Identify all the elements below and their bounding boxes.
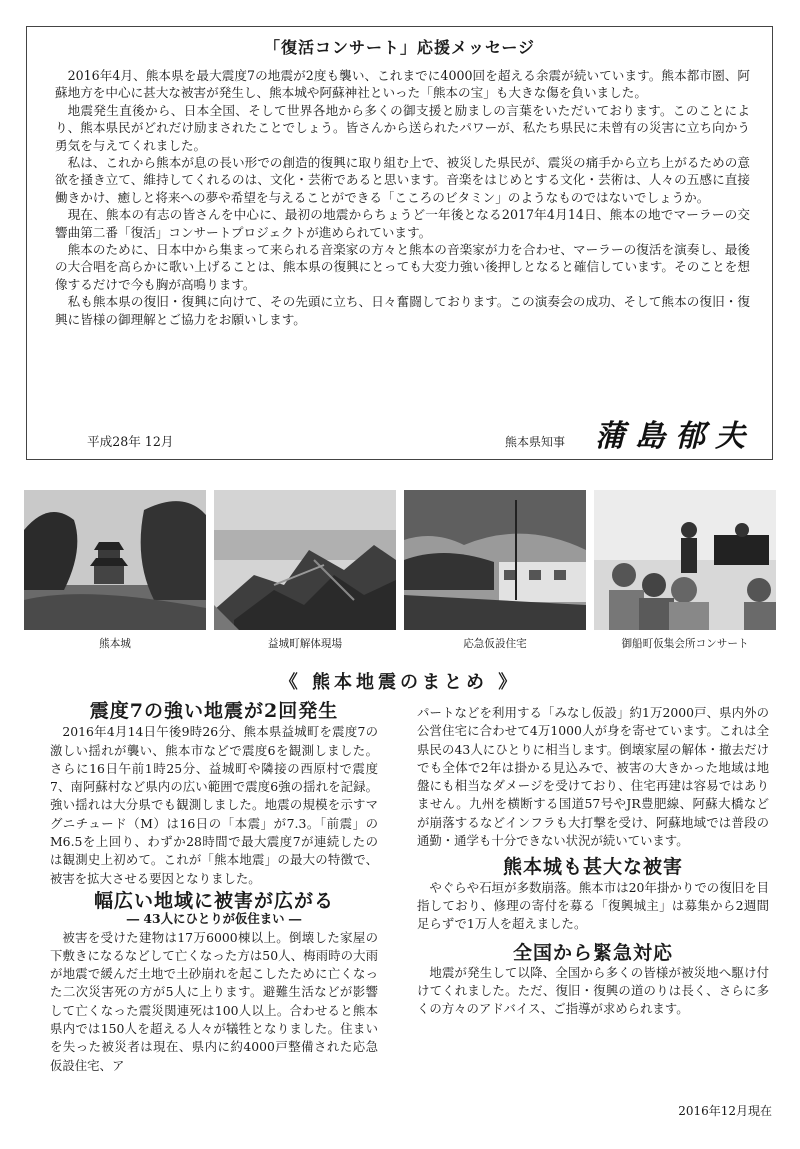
photo-concert	[594, 490, 776, 630]
photo-demolition-site	[214, 490, 396, 630]
message-paragraph: 2016年4月、熊本県を最大震度7の地震が2度も襲い、これまでに4000回を超える余震が続いています。熊本都市圏、阿蘇地方を中心に甚大な被害が発生し、熊本城や阿蘇神社といった「熊本の宝」も大きな傷を負いました。	[55, 68, 750, 101]
message-body	[55, 67, 750, 328]
photo-caption: 応急仮設住宅	[463, 638, 527, 650]
message-paragraph: 地震発生直後から、日本全国、そして世界各地から多くの御支援と励ましの言葉をいただいております。このことにより、熊本県民がどれだけ励まされたことでしょう。皆さんから送られたパワーが、私たち県民に未曾有の災害に立ち向かう勇気を与えてくれました。	[55, 102, 750, 153]
photo-caption: 熊本城	[99, 638, 131, 650]
as-of-date: 2016年12月現在	[678, 1104, 772, 1118]
section-text: 2016年4月14日午後9時26分、熊本県益城町を震度7の激しい揺れが襲い、熊本市などで震度6を観測しました。さらに16日午前1時25分、益城町や隣接の西原村で震度7、南阿蘇村など県内の広い範囲で震度6強の揺れを記録。強い揺れは大分県でも観測しました。地震の規模を示すマグニチュード（M）は16日の「本震」が7.3。「前震」のM6.5を上回り、わずか28時間で最大震度7が連続したのは観測史上初めて。これが「熊本地震」の最大の特徴で、被害を拡大させる要因となりました。	[50, 724, 378, 886]
section-text-continued: パートなどを利用する「みなし仮設」約1万2000戸、県内外の公営住宅に合わせて4万1000人が身を寄せています。これは全県民の43人にひとりに相当します。倒壊家屋の解体・撤去だけでも全体で2年は掛かる見込みで、被害の大きかった地域は地盤にも相当なダメージを受けており、住宅再建は容易ではありません。九州を横断する国道57号やJR豊肥線、阿蘇大橋などが崩落するなどインフラも大打撃を受け、阿蘇地域では普段の通勤・通学も十分できない状況が続いています。	[417, 705, 769, 849]
summary-title: 《 熊本地震のまとめ 》	[279, 672, 521, 693]
message-paragraph: 私も熊本県の復旧・復興に向けて、その先頭に立ち、日々奮闘しております。この演奏会の成功、そして熊本の復旧・復興に皆様の御理解とご協力をお願いします。	[55, 294, 750, 327]
signer-title: 熊本県知事	[505, 435, 566, 449]
section-subheading: ― 43人にひとりが仮住まい ―	[126, 911, 302, 927]
photo-strip	[22, 490, 782, 650]
message-box	[26, 26, 773, 460]
message-paragraph: 熊本のために、日本中から集まって来られる音楽家の方々と熊本の音楽家が力を合わせ、マーラーの復活を演奏し、最後の大合唱を高らかに歌い上げることは、熊本県の復興にとっても大変力強い後押しとなると確信しています。そのことを想像するだけで今も胸が高鳴ります。	[55, 242, 750, 292]
message-paragraph: 私は、これから熊本が息の長い形での創造的復興に取り組む上で、被災した県民が、震災の痛手から立ち上がるための意欲を掻き立て、維持してくれるのは、文化・芸術であると思います。音楽をはじめとする文化・芸術は、人々の五感に直接働きかけ、癒しと将来への夢や希望を与えることができる「こころのビタミン」のようなものではないでしょうか。	[55, 155, 750, 205]
message-title: 「復活コンサート」応援メッセージ	[263, 38, 536, 57]
section-text: やぐらや石垣が多数崩落。熊本市は20年掛かりでの復旧を目指しており、修理の寄付を募る「復興城主」は募集から2週間足らずで1万人を超えました。	[417, 879, 769, 932]
message-paragraph: 現在、熊本の有志の皆さんを中心に、最初の地震からちょうど一年後となる2017年4月14日、熊本の地でマーラーの交響曲第二番「復活」コンサートプロジェクトが進められています。	[55, 207, 750, 240]
photo-temporary-housing	[404, 490, 586, 630]
section-heading: 熊本城も甚大な被害	[502, 856, 683, 879]
section-heading: 全国から緊急対応	[512, 941, 673, 964]
section-text: 地震が発生して以降、全国から多くの皆様が被災地へ駆け付けてくれました。ただ、復旧・復興の道のりは長く、さらに多くの方々のアドバイス、ご指導が求められます。	[417, 964, 769, 1017]
photo-kumamoto-castle	[24, 490, 206, 630]
summary-left-column	[50, 702, 378, 1075]
summary-right-column	[417, 704, 769, 1019]
photo-caption: 御船町仮集会所コンサート	[621, 638, 749, 650]
section-heading: 震度7の強い地震が2回発生	[89, 700, 339, 722]
photo-caption: 益城町解体現場	[267, 638, 343, 650]
section-text: 被害を受けた建物は17万6000棟以上。倒壊した家屋の下敷きになるなどして亡くなった方は50人、梅雨時の大雨が地震で緩んだ土地で土砂崩れを起こしたために亡くなった二次災害死の方が5人に上ります。避難生活などが影響して亡くなった震災関連死は100人以上。合わせると熊本県内では150人を超える人々が犠牲となりました。住まいを失った被災者は現在、県内に約4000戸整備された応急仮設住宅、ア	[50, 929, 378, 1073]
governor-signature: 蒲島郁夫	[595, 419, 755, 454]
message-date: 平成28年 12月	[87, 434, 174, 449]
section-heading: 幅広い地域に被害が広がる	[93, 889, 334, 912]
